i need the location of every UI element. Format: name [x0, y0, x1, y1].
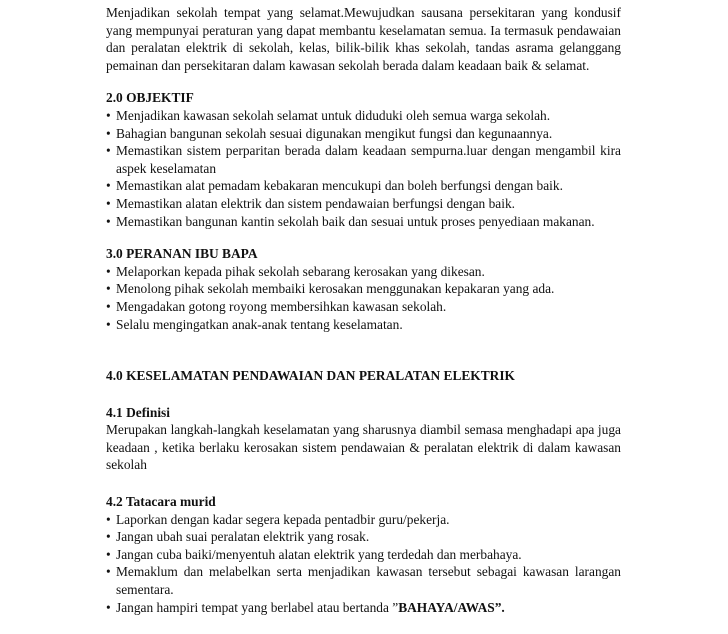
bullet-icon: •: [106, 281, 111, 297]
section-peranan-ibu-bapa: [106, 245, 621, 333]
bullet-icon: •: [106, 213, 111, 229]
section-keselamatan-elektrik: [106, 367, 621, 616]
bullet-icon: •: [106, 195, 111, 211]
bullet-icon: •: [106, 107, 111, 123]
bullet-icon: •: [106, 511, 111, 527]
section-objektif: [106, 89, 621, 230]
list-item: • Memastikan alatan elektrik dan sistem pendawaian berfungsi dengan baik.: [106, 195, 515, 211]
list-item: • Melaporkan kepada pihak sekolah sebarang kerosakan yang dikesan.: [106, 263, 485, 279]
document-page: [0, 4, 728, 616]
bullet-icon: •: [106, 298, 111, 314]
tatacara-list: [106, 511, 621, 617]
list-item: • Memastikan alat pemadam kebakaran mencukupi dan boleh berfungsi dengan baik.: [106, 178, 563, 194]
section-heading-objektif: 2.0 OBJEKTIF: [106, 90, 194, 106]
list-item: • Jangan cuba baiki/menyentuh alatan elektrik yang terdedah dan merbahaya.: [106, 546, 522, 562]
objektif-list: [106, 107, 621, 230]
bullet-icon: •: [106, 599, 111, 615]
intro-paragraph: Menjadikan sekolah tempat yang selamat.Mewujudkan sausana persekitaran yang kondusif yang mempunyai peraturan yang dapat membantu keselamatan semua. Ia termasuk pendawaian dan peralatan elektrik di sekolah, kelas, bilik-bilik khas sekolah, tandas asrama gelanggang pemainan dan persekitaran dalam kawasan sekolah berada dalam keadaan baik & selamat.: [106, 5, 621, 73]
subsection-definisi: [106, 404, 621, 474]
bullet-icon: •: [106, 316, 111, 332]
list-item: • Memaklum dan melabelkan serta menjadikan kawasan tersebut sebagai kawasan larangan sementara.: [106, 564, 621, 598]
list-item: • Menolong pihak sekolah membaiki kerosakan menggunakan kepakaran yang ada.: [106, 281, 555, 297]
bullet-icon: •: [106, 263, 111, 279]
warning-emphasis: BAHAYA/AWAS”.: [398, 599, 505, 615]
bullet-icon: •: [106, 125, 111, 141]
list-item: • Jangan ubah suai peralatan elektrik yang rosak.: [106, 529, 370, 545]
bullet-icon: •: [106, 529, 111, 545]
definisi-paragraph: Merupakan langkah-langkah keselamatan yang sharusnya diambil semasa menghadapi apa juga keadaan , ketika berlaku kerosakan sistem pendawaian & peralatan elektrik di dalam kawasan sekolah: [106, 422, 621, 473]
section-heading-peranan: 3.0 PERANAN IBU BAPA: [106, 246, 258, 262]
bullet-icon: •: [106, 178, 111, 194]
list-item: • Memastikan bangunan kantin sekolah baik dan sesuai untuk proses penyediaan makanan.: [106, 213, 595, 229]
list-item: • Menjadikan kawasan sekolah selamat untuk diduduki oleh semua warga sekolah.: [106, 107, 551, 123]
list-item: • Laporkan dengan kadar segera kepada pentadbir guru/pekerja.: [106, 511, 450, 527]
section-heading-keselamatan: 4.0 KESELAMATAN PENDAWAIAN DAN PERALATAN ELEKTRIK: [106, 368, 515, 384]
subsection-tatacara-murid: [106, 493, 621, 616]
list-item: • Selalu mengingatkan anak-anak tentang keselamatan.: [106, 316, 403, 332]
list-item: • Mengadakan gotong royong membersihkan kawasan sekolah.: [106, 298, 447, 314]
list-item: • Bahagian bangunan sekolah sesuai digunakan mengikut fungsi dan kegunaannya.: [106, 125, 553, 141]
subsection-heading-definisi: 4.1 Definisi: [106, 404, 170, 420]
list-item: • Jangan hampiri tempat yang berlabel atau bertanda ”BAHAYA/AWAS”.: [106, 599, 505, 615]
bullet-icon: •: [106, 143, 111, 159]
bullet-icon: •: [106, 564, 111, 580]
list-item: • Memastikan sistem perparitan berada dalam keadaan sempurna.luar dengan mengambil kira aspek keselamatan: [106, 143, 621, 176]
bullet-icon: •: [106, 546, 111, 562]
subsection-heading-tatacara: 4.2 Tatacara murid: [106, 494, 216, 510]
peranan-list: [106, 263, 621, 333]
